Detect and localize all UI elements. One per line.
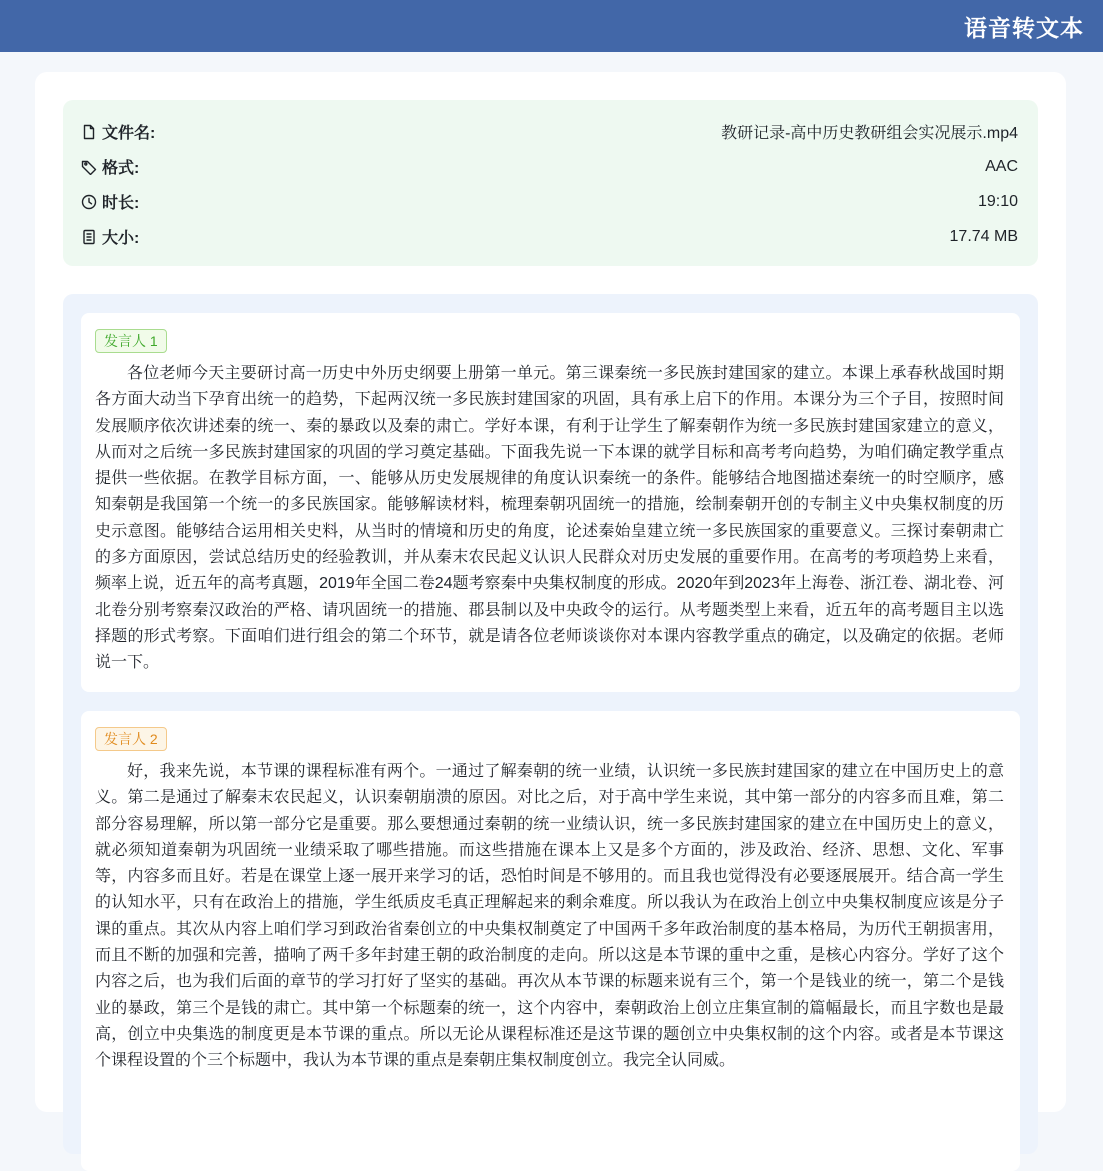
format-row [81,149,1018,184]
file-name-label: 文件名: [102,125,156,142]
size-value: 17.74 MB [949,227,1018,245]
transcript-segment [81,313,1020,692]
document-icon [81,229,97,245]
top-bar [0,0,1103,52]
size-label: 大小: [102,230,140,247]
size-row [81,219,1018,254]
format-label: 格式: [102,160,140,177]
segment-text: 各位老师今天主要研讨高一历史中外历史纲要上册第一单元。第三课秦统一多民族封建国家的建立。本课上承春秋战国时期各方面大动当下孕育出统一的趋势，下起两汉统一多民族封建国家的巩固，具有承上启下的作用。本课分为三个子目，按照时间发展顺序依次讲述秦的统一、秦的暴政以及秦的肃亡。学好本课，有利于让学生了解秦朝作为统一多民族封建国家建立的意义，从而对之后统一多民族封建国家的巩固的学习奠定基础。下面我先说一下本课的就学目标和高考考向趋势，为咱们确定教学重点提供一些依据。在教学目标方面，一、能够从历史发展规律的角度认识秦统一的条件。能够结合地图描述秦统一的时空顺序，感知秦朝是我国第一个统一的多民族国家。能够解读材料，梳理秦朝巩固统一的措施，绘制秦朝开创的专制主义中央集权制度的历史示意图。能够结合运用相关史料，从当时的情境和历史的角度，论述秦始皇建立统一多民族国家的重要意义。三探讨秦朝肃亡的多方面原因，尝试总结历史的经验教训，并从秦末农民起义认识人民群众对历史发展的重要作用。在高考的考项趋势上来看，频率上说，近五年的高考真题，2019年全国二卷24题考察秦中央集权制度的形成。2020年到2023年上海卷、浙江卷、湖北卷、河北卷分别考察秦汉政治的严格、请巩固统一的措施、郡县制以及中央政令的运行。从考题类型上来看，近五年的高考题目主以选择题的形式考察。下面咱们进行组会的第二个环节，就是请各位老师谈谈你对本课内容教学重点的确定，以及确定的依据。老师说一下。 [95,365,1004,672]
segment-text: 好，我来先说，本节课的课程标准有两个。一通过了解秦朝的统一业绩，认识统一多民族封建国家的建立在中国历史上的意义。第二是通过了解秦末农民起义，认识秦朝崩溃的原因。对比之后，对于高中学生来说，其中第一部分的内容多而且难，第二部分容易理解，所以第一部分它是重要。那么要想通过秦朝的统一业绩认识，统一多民族封建国家的建立在中国历史上的意义，就必须知道秦朝为巩固统一业绩采取了哪些措施。而这些措施在课本上又是多个方面的，涉及政治、经济、思想、文化、军事等，内容多而且好。若是在课堂上逐一展开来学习的话，恐怕时间是不够用的。而且我也觉得没有必要逐展展开。结合高一学生的认知水平，只有在政治上的措施，学生纸质皮毛真正理解起来的剩余难度。所以我认为在政治上创立中央集权制度应该是分子课的重点。其次从内容上咱们学习到政治省秦创立的中央集权制奠定了中国两千多年政治制度的基本格局，为历代王朝损害用，而且不断的加强和完善，描响了两千多年封建王朝的政治制度的走向。所以这是本节课的重中之重，是核心内容分。学好了这个内容之后，也为我们后面的章节的学习打好了坚实的基础。再次从本节课的标题来说有三个，第一个是钱业的统一，第二个是钱业的暴政，第三个是钱的肃亡。其中第一个标题秦的统一，这个内容中，秦朝政治上创立庄集宣制的篇幅最长，而且字数也是最高，创立中央集选的制度更是本节课的重点。所以无论从课程标准还是这节课的题创立中央集权制的这个内容。或者是本节课这个课程设置的个三个标题中，我认为本节课的重点是秦朝庄集权制度创立。我完全认同威。 [95,763,1004,1070]
file-name-value: 教研记录-高中历史教研组会实况展示.mp4 [721,125,1018,142]
page-title: 语音转文本 [964,14,1084,41]
format-value: AAC [985,157,1018,175]
speaker-badge: 发言人 1 [95,329,167,353]
tag-icon [81,159,97,175]
transcript-panel [63,294,1038,1154]
file-info-panel [63,100,1038,266]
duration-label: 时长: [102,195,140,212]
transcript-segment [81,711,1020,1171]
duration-value: 19:10 [977,192,1018,210]
file-icon [81,124,97,140]
file-name-row [81,114,1018,149]
speaker-badge: 发言人 2 [95,727,167,751]
main-card [35,72,1066,1112]
duration-row [81,184,1018,219]
clock-icon [81,194,97,210]
